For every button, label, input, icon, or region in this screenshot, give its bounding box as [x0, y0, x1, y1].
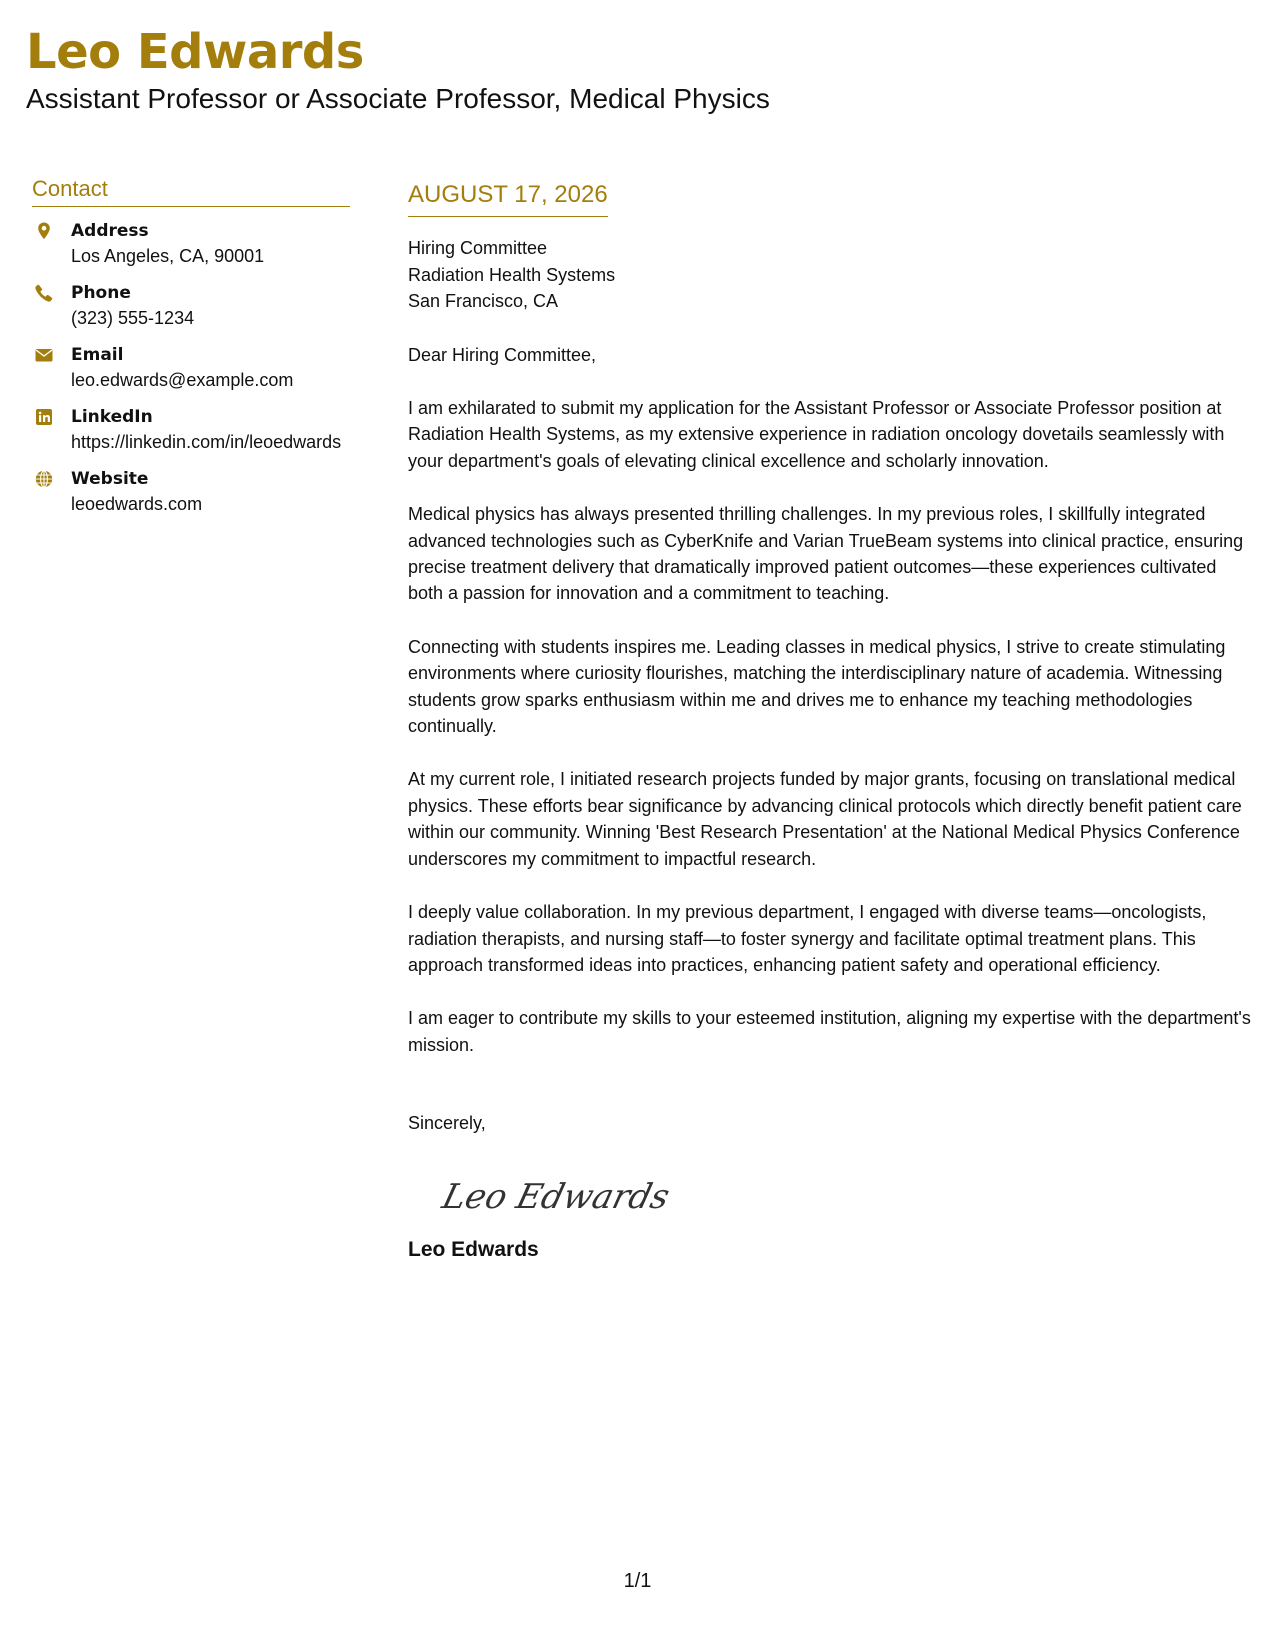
contact-phone: [32, 281, 350, 331]
contact-heading: Contact: [32, 176, 350, 207]
contact-email: [32, 343, 350, 393]
contact-sidebar: [32, 176, 350, 517]
page-number: 1/1: [623, 1570, 652, 1592]
salutation: Dear Hiring Committee,: [408, 344, 597, 365]
letter-paragraph: Medical physics has always presented thrilling challenges. In my previous roles, I skillfully integrated advanced technologies such as CyberKnife and Varian TrueBeam systems into clinical practice, ensuring precise treatment delivery that dramatically improved patient outcomes—these experiences cultivated both a passion for innovation and a commitment to teaching.: [408, 504, 1244, 604]
letter-paragraph: I am eager to contribute my skills to your esteemed institution, aligning my expertise with the department's mission.: [408, 1008, 1251, 1055]
linkedin-icon: [34, 407, 54, 427]
letter-date: AUGUST 17, 2026: [408, 180, 608, 217]
recipient-block: [408, 235, 1256, 315]
phone-icon: [34, 283, 54, 303]
contact-value: https://linkedin.com/in/leoedwards: [71, 432, 342, 452]
contact-value: leoedwards.com: [71, 494, 203, 514]
contact-value: (323) 555-1234: [71, 308, 195, 328]
handwritten-signature: [438, 1170, 1256, 1220]
letter-paragraph: I deeply value collaboration. In my previous department, I engaged with diverse teams—oncologists, radiation therapists, and nursing staff—to foster synergy and facilitate optimal treatment plans. This approach transformed ideas into practices, enhancing patient safety and operational efficiency.: [408, 902, 1207, 975]
letter-paragraph: Connecting with students inspires me. Leading classes in medical physics, I strive to create stimulating environments where curiosity flourishes, matching the interdisciplinary nature of academia. Witnessing students grow sparks enthusiasm within me and drives me to enhance my teaching methodologies continually.: [408, 636, 1226, 737]
job-title: Assistant Professor or Associate Professor, Medical Physics: [26, 83, 770, 114]
applicant-name: Leo Edwards: [26, 24, 364, 80]
closing: Sincerely,: [408, 1113, 486, 1134]
contact-linkedin: [32, 405, 350, 455]
recipient-line: Radiation Health Systems: [408, 264, 616, 285]
letter-paragraph: At my current role, I initiated research projects funded by major grants, focusing on translational medical physics. These efforts bear significance by advancing clinical protocols which directly benefit patient care within our community. Winning 'Best Research Presentation' at the National Medical Physics Conference underscores my commitment to impactful research.: [408, 769, 1242, 869]
recipient-line: Hiring Committee: [408, 238, 548, 258]
contact-label: Phone: [71, 283, 131, 303]
signature-text: Leo Edwards: [438, 1177, 674, 1217]
map-pin-icon: [34, 221, 54, 241]
contact-label: Email: [71, 345, 124, 365]
contact-label: LinkedIn: [71, 407, 153, 427]
contact-label: Address: [71, 221, 149, 241]
contact-value: leo.edwards@example.com: [71, 370, 294, 390]
contact-website: [32, 467, 350, 517]
header: [26, 22, 770, 116]
contact-label: Website: [71, 469, 149, 489]
letter-body: [408, 180, 1256, 1264]
recipient-line: San Francisco, CA: [408, 291, 559, 311]
letter-paragraph: I am exhilarated to submit my application for the Assistant Professor or Associate Professor position at Radiation Health Systems, as my extensive experience in radiation oncology dovetails seamlessly with your department's goals of elevating clinical excellence and scholarly innovation.: [408, 398, 1225, 471]
envelope-icon: [34, 345, 54, 365]
contact-address: [32, 219, 350, 269]
signer-name: Leo Edwards: [408, 1238, 539, 1262]
globe-icon: [34, 469, 54, 489]
contact-value: Los Angeles, CA, 90001: [71, 246, 265, 266]
